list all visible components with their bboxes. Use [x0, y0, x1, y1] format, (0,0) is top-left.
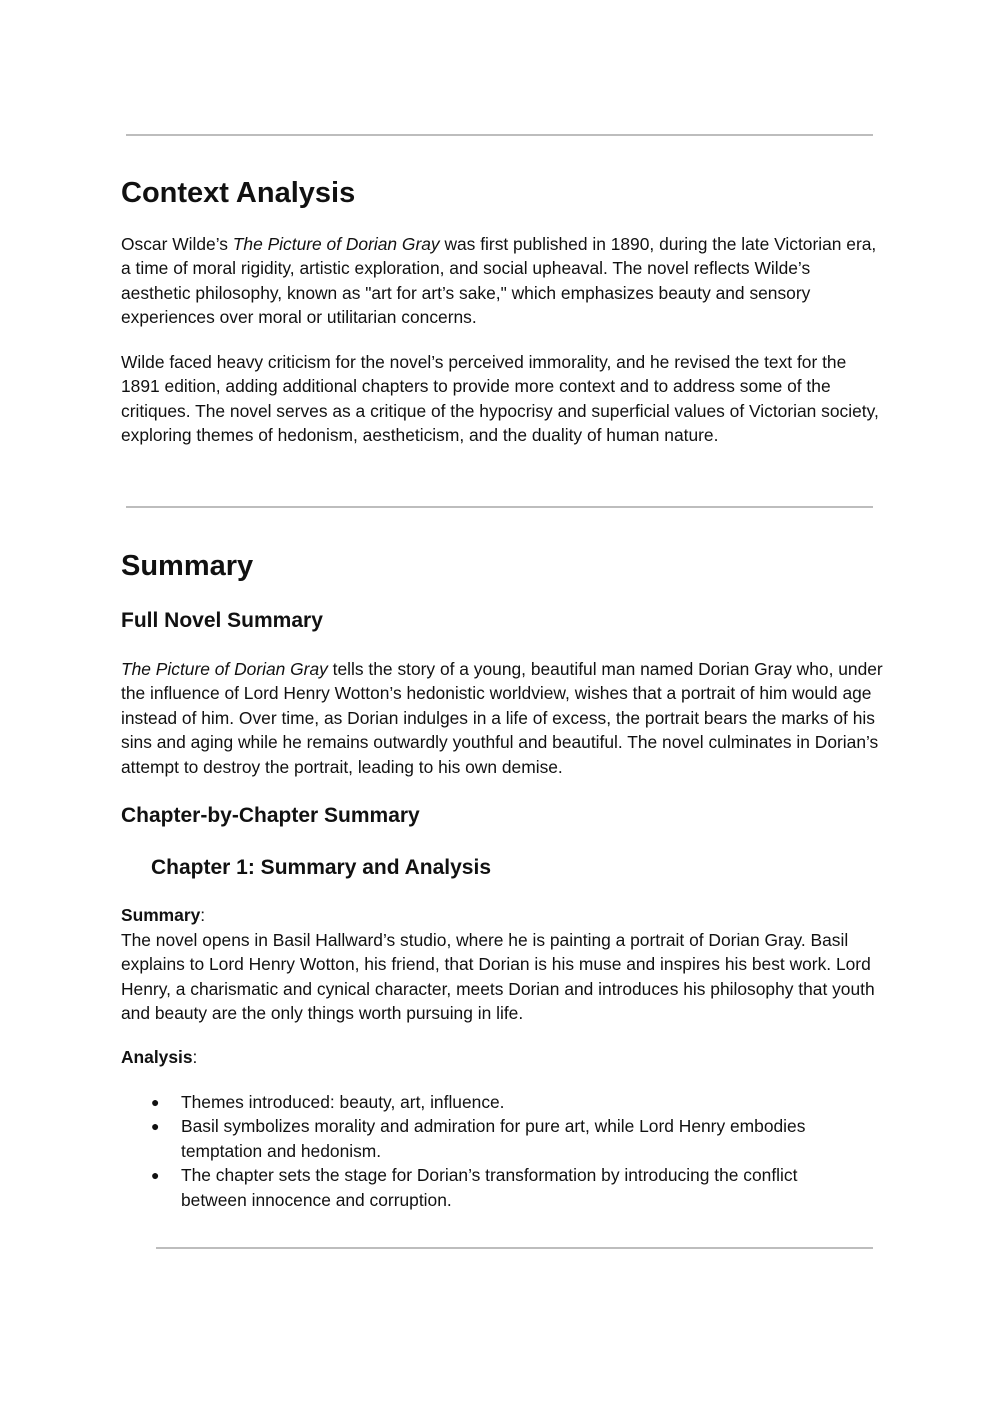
bullet-icon: ● [151, 1094, 160, 1110]
full-novel-text: tells the story of a young, beautiful man named Dorian Gray who, under the influence of Lord Henry Wotton’s hedonistic worldview, wishes that a portrait of him would age instead of him. Over time, as Dorian indulges in a life of excess, the portrait bears the marks of his sins and aging while he remains outwardly youthful and beautiful. The novel culminates in Dorian’s attempt to destroy the portrait, leading to his own demise. [121, 659, 883, 777]
context-paragraph-2: Wilde faced heavy criticism for the novel’s perceived immorality, and he revised the text for the 1891 edition, adding additional chapters to provide more context and to address some of the critiques. The novel serves as a critique of the hypocrisy and superficial values of Victorian society, exploring themes of hedonism, aestheticism, and the duality of human nature. [121, 352, 879, 446]
section-divider-middle [126, 506, 873, 508]
analysis-label-colon: : [192, 1047, 198, 1067]
heading-chapter-by-chapter: Chapter-by-Chapter Summary [121, 804, 420, 827]
analysis-point-text: The chapter sets the stage for Dorian’s transformation by introducing the conflict between innocence and corruption. [181, 1165, 798, 1210]
context-p1-book-title: The Picture of Dorian Gray [232, 234, 440, 254]
section-divider-bottom [156, 1247, 873, 1249]
list-item [121, 1163, 861, 1212]
analysis-point-text: Basil symbolizes morality and admiration for pure art, while Lord Henry embodies temptation and hedonism. [181, 1116, 806, 1161]
full-novel-summary-paragraph [121, 657, 883, 779]
context-p1-post: was first published in 1890, during the late Victorian era, a time of moral rigidity, artistic exploration, and social upheaval. The novel reflects Wilde’s aesthetic philosophy, known as "art for art’s sake," which emphasizes beauty and sensory experiences over moral or utilitarian concerns. [121, 234, 877, 328]
bullet-icon: ● [151, 1167, 160, 1184]
analysis-label-text: Analysis [121, 1047, 193, 1067]
full-novel-book-title: The Picture of Dorian Gray [121, 659, 328, 679]
chapter-1-summary-label [121, 903, 205, 927]
section-divider-top [126, 134, 873, 136]
list-item [121, 1114, 861, 1163]
context-paragraph-1 [121, 232, 883, 330]
summary-label-colon: : [200, 905, 206, 925]
list-item [121, 1090, 861, 1114]
chapter-1-analysis-list [121, 1090, 861, 1212]
chapter-1-analysis-label [121, 1045, 197, 1069]
chapter-1-summary-text: The novel opens in Basil Hallward’s studio, where he is painting a portrait of Dorian Gray. Basil explains to Lord Henry Wotton, his friend, that Dorian is his muse and inspires his best work. Lord Henry, a charismatic and cynical character, meets Dorian and introduces his philosophy that youth and beauty are the only things worth pursuing in life. [121, 930, 875, 1024]
heading-context-analysis: Context Analysis [121, 177, 356, 209]
heading-summary: Summary [121, 550, 254, 582]
analysis-point-text: Themes introduced: beauty, art, influence. [181, 1092, 505, 1112]
bullet-icon: ● [151, 1118, 160, 1135]
heading-full-novel-summary: Full Novel Summary [121, 609, 323, 632]
context-p1-pre: Oscar Wilde’s [121, 234, 233, 254]
summary-label-text: Summary [121, 905, 201, 925]
heading-chapter-1: Chapter 1: Summary and Analysis [151, 856, 491, 879]
